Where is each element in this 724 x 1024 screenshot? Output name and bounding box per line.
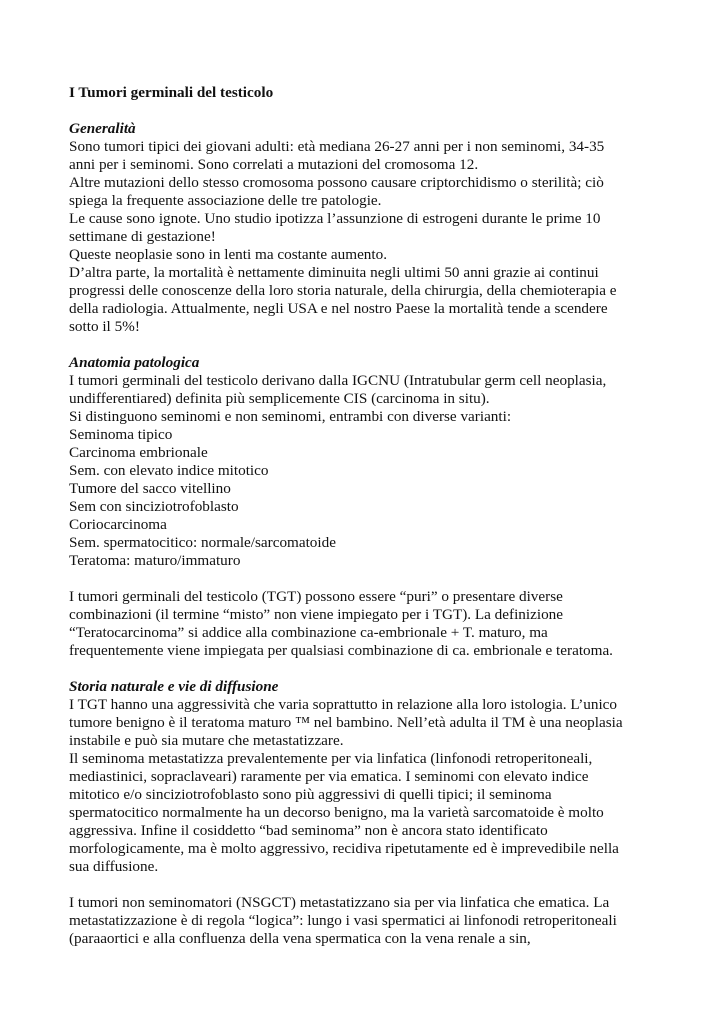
text-line: Queste neoplasie sono in lenti ma costante aumento. [69, 246, 388, 263]
paragraph [69, 372, 669, 570]
list-item: Sem. spermatocitico: normale/sarcomatoide [69, 534, 336, 551]
text-line: Le cause sono ignote. Uno studio ipotizza l’assunzione di estrogeni durante le prime 10 [69, 210, 601, 227]
text-line: undifferentiared) definita più semplicemente CIS (carcinoma in situ). [69, 390, 490, 407]
text-line: sua diffusione. [69, 858, 159, 875]
document-page [69, 84, 669, 948]
text-line: mediastinici, sopraclaveari) raramente per via ematica. I seminomi con elevato indice [69, 768, 589, 785]
text-line: I TGT hanno una aggressività che varia soprattutto in relazione alla loro istologia. L’unico [69, 696, 618, 713]
text-line: I tumori non seminomatori (NSGCT) metastatizzano sia per via linfatica che ematica. La [69, 894, 610, 911]
text-line: progressi delle conoscenze della loro storia naturale, della chirurgia, della chemioterapia e [69, 282, 617, 299]
list-item: Teratoma: maturo/immaturo [69, 552, 241, 569]
paragraph [69, 894, 669, 948]
text-line: I tumori germinali del testicolo derivano dalla IGCNU (Intratubular germ cell neoplasia, [69, 372, 607, 389]
text-line: spermatocitico normalmente ha un decorso benigno, ma la varietà sarcomatoide è molto [69, 804, 604, 821]
list-item: Seminoma tipico [69, 426, 173, 443]
list-item: Sem con sinciziotrofoblasto [69, 498, 239, 515]
text-line: “Teratocarcinoma” si addice alla combinazione ca-embrionale + T. maturo, ma [69, 624, 548, 641]
section-heading: Storia naturale e vie di diffusione [69, 678, 279, 695]
text-line: I tumori germinali del testicolo (TGT) possono essere “puri” o presentare diverse [69, 588, 563, 605]
paragraph [69, 138, 669, 336]
text-line: (paraaortici e alla confluenza della vena spermatica con la vena renale a sin, [69, 930, 531, 947]
text-line: mitotico e/o sinciziotrofoblasto sono più aggressivi di quelli tipici; il seminoma [69, 786, 552, 803]
text-line: anni per i seminomi. Sono correlati a mutazioni del cromosoma 12. [69, 156, 479, 173]
spacer [69, 660, 669, 678]
text-line: spiega la frequente associazione delle tre patologie. [69, 192, 382, 209]
section-heading: Anatomia patologica [69, 354, 200, 371]
text-line: D’altra parte, la mortalità è nettamente diminuita negli ultimi 50 anni grazie ai continui [69, 264, 599, 281]
text-line: Si distinguono seminomi e non seminomi, entrambi con diverse varianti: [69, 408, 512, 425]
text-line: tumore benigno è il teratoma maturo ™ nel bambino. Nell’età adulta il TM è una neoplasia [69, 714, 623, 731]
text-line: aggressiva. Infine il cosiddetto “bad seminoma” non è ancora stato identificato [69, 822, 548, 839]
text-line: combinazioni (il termine “misto” non viene impiegato per i TGT). La definizione [69, 606, 564, 623]
text-line: metastatizzazione è di regola “logica”: lungo i vasi spermatici ai linfonodi retroperitoneali [69, 912, 617, 929]
section-generalita [69, 120, 669, 336]
section-heading: Generalità [69, 120, 136, 137]
document-title: I Tumori germinali del testicolo [69, 84, 274, 101]
paragraph [69, 696, 669, 876]
paragraph [69, 588, 669, 660]
list-item: Tumore del sacco vitellino [69, 480, 231, 497]
text-line: instabile e può sia mutare che metastatizzare. [69, 732, 344, 749]
section-anatomia-patologica [69, 354, 669, 660]
text-line: settimane di gestazione! [69, 228, 216, 245]
text-line: morfologicamente, ma è molto aggressivo, recidiva ripetutamente ed è imprevedibile nella [69, 840, 619, 857]
list-item: Sem. con elevato indice mitotico [69, 462, 269, 479]
text-line: Altre mutazioni dello stesso cromosoma possono causare criptorchidismo o sterilità; ciò [69, 174, 604, 191]
spacer [69, 336, 669, 354]
list-item: Coriocarcinoma [69, 516, 167, 533]
text-line: sotto il 5%! [69, 318, 140, 335]
text-line: Sono tumori tipici dei giovani adulti: età mediana 26-27 anni per i non seminomi, 34-35 [69, 138, 605, 155]
text-line: frequentemente viene impiegata per qualsiasi combinazione di ca. embrionale e teratoma. [69, 642, 613, 659]
spacer [69, 102, 669, 120]
section-storia-naturale [69, 678, 669, 948]
spacer [69, 570, 669, 588]
text-line: Il seminoma metastatizza prevalentemente per via linfatica (linfonodi retroperitoneali, [69, 750, 593, 767]
spacer [69, 876, 669, 894]
text-line: della radiologia. Attualmente, negli USA e nel nostro Paese la mortalità tende a scendere [69, 300, 608, 317]
list-item: Carcinoma embrionale [69, 444, 208, 461]
